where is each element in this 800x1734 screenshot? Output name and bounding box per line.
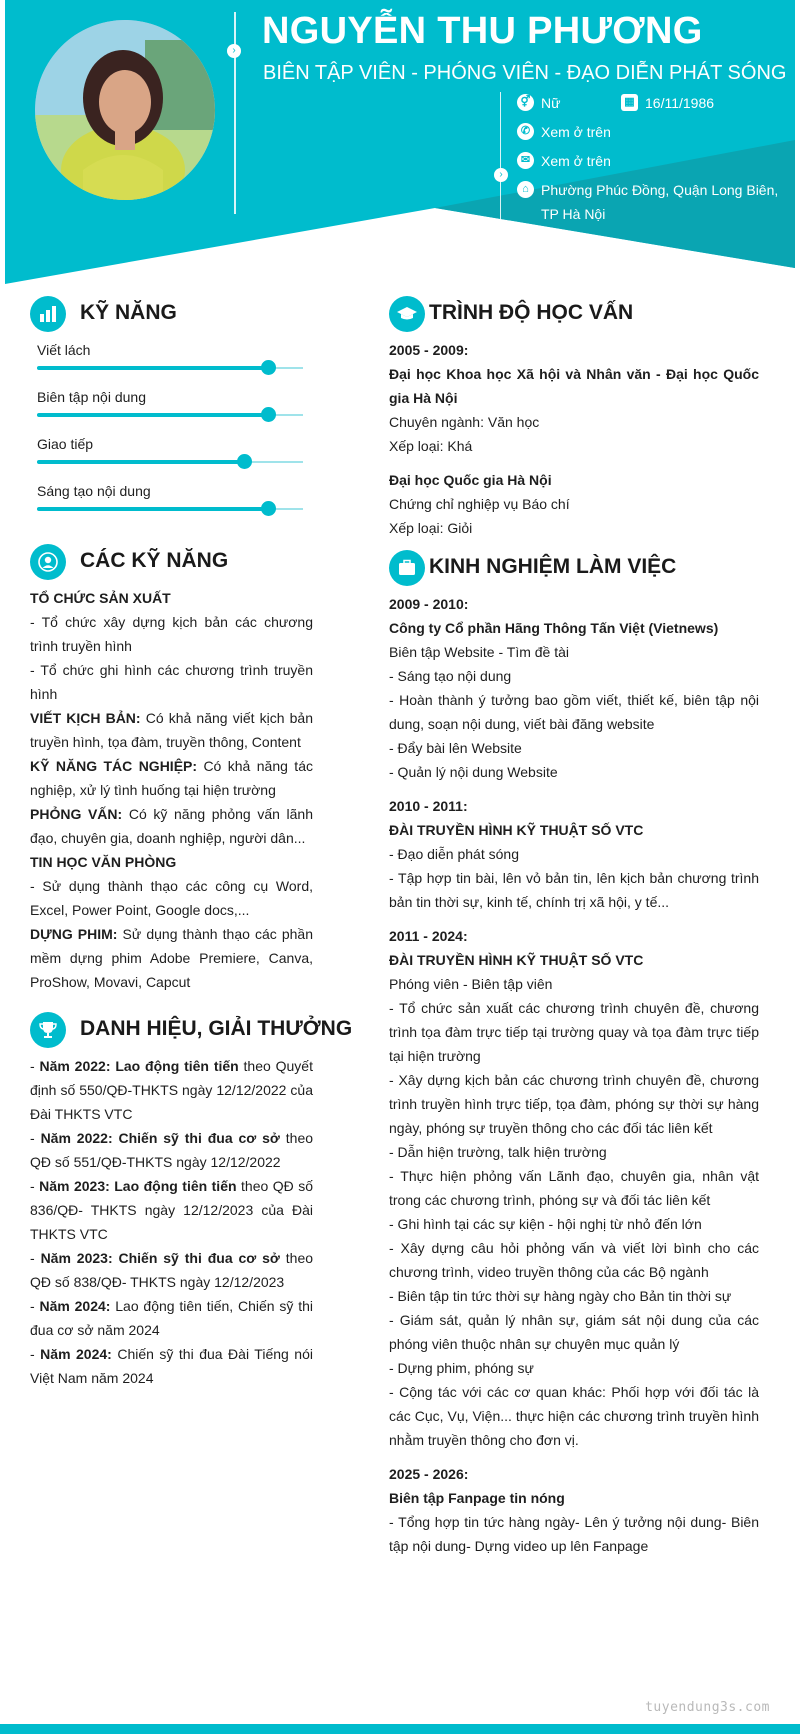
- gender-row: [517, 91, 617, 115]
- job-company: ĐÀI TRUYỀN HÌNH KỸ THUẬT SỐ VTC: [389, 952, 644, 968]
- home-icon: ⌂: [517, 181, 534, 198]
- education-entry: [389, 338, 759, 458]
- skill-heading: TIN HỌC VĂN PHÒNG: [30, 854, 177, 870]
- award-dash: -: [30, 1250, 41, 1266]
- skill-level-bar: [37, 508, 303, 510]
- job-detail: - Tổ chức sản xuất các chương trình chuyên đề, chương trình tọa đàm trực tiếp tại trường quay và tọa đàm trực tiếp tại hiện trường: [389, 1000, 759, 1064]
- education-school: Đại học Khoa học Xã hội và Nhân văn - Đại học Quốc gia Hà Nội: [389, 366, 759, 406]
- award-dash: -: [30, 1130, 41, 1146]
- skills-list: [30, 338, 313, 526]
- job-company: Công ty Cổ phần Hãng Thông Tấn Việt (Vietnews): [389, 620, 719, 636]
- skill-heading: KỸ NĂNG TÁC NGHIỆP:: [30, 758, 198, 774]
- user-icon: [30, 544, 66, 580]
- job-period: 2010 - 2011:: [389, 798, 468, 814]
- award-item: [30, 1294, 313, 1342]
- phone-value: Xem ở trên: [541, 124, 611, 140]
- job-detail: - Tổng hợp tin tức hàng ngày- Lên ý tưởng nội dung- Biên tập nội dung- Dựng video up lên Fanpage: [389, 1514, 759, 1554]
- award-title: Năm 2024:: [39, 1298, 111, 1314]
- email-icon: ✉: [517, 152, 534, 169]
- skill-text: Sử dụng thành thạo các phần mềm dựng phim Adobe Premiere, Canva, ProShow, Movavi, Capcut: [30, 926, 313, 990]
- skills-title: KỸ NĂNG: [80, 301, 177, 324]
- skills-header: [30, 296, 313, 334]
- award-detail: Chiến sỹ thi đua Đài Tiếng nói Việt Nam năm 2024: [30, 1346, 313, 1386]
- job-entry: [389, 592, 759, 784]
- graduation-cap-icon: [389, 296, 425, 332]
- education-detail: Chứng chỉ nghiệp vụ Báo chí: [389, 496, 570, 512]
- email-value: Xem ở trên: [541, 153, 611, 169]
- job-detail: - Đẩy bài lên Website: [389, 740, 522, 756]
- job-title: BIÊN TẬP VIÊN - PHÓNG VIÊN - ĐẠO DIỄN PHÁT SÓNG: [263, 62, 787, 84]
- award-title: Năm 2023: Chiến sỹ thi đua cơ sở: [40, 1250, 280, 1266]
- header-divider: [234, 12, 236, 214]
- awards-title: DANH HIỆU, GIẢI THƯỞNG: [80, 1017, 353, 1040]
- award-detail: theo QĐ số 551/QĐ-THKTS ngày 12/12/2022: [30, 1130, 314, 1170]
- award-item: [30, 1054, 313, 1126]
- job-detail: - Đạo diễn phát sóng: [389, 846, 519, 862]
- phone-row: [517, 120, 717, 144]
- chevron-right-icon: ›: [494, 168, 508, 182]
- calendar-icon: ▦: [621, 94, 638, 111]
- skill-level-fill: [37, 366, 268, 370]
- skill-text: - Tổ chức ghi hình các chương trình truyền hình: [30, 662, 313, 702]
- award-dash: -: [30, 1178, 40, 1194]
- education-school: Đại học Quốc gia Hà Nội: [389, 472, 552, 488]
- candidate-name: NGUYỄN THU PHƯƠNG: [262, 10, 703, 52]
- award-title: Năm 2023: Lao động tiên tiến: [39, 1178, 237, 1194]
- skill-level-bar: [37, 461, 303, 463]
- skill-heading: DỰNG PHIM:: [30, 926, 118, 942]
- job-period: 2009 - 2010:: [389, 596, 469, 612]
- education-detail: Xếp loại: Giỏi: [389, 520, 473, 536]
- footer-bar: [0, 1724, 800, 1734]
- award-detail: theo Quyết định số 550/QĐ-THKTS ngày 12/12/2022 của Đài THKTS VTC: [30, 1058, 313, 1122]
- award-detail: theo QĐ số 838/QĐ- THKTS ngày 12/12/2023: [30, 1250, 314, 1290]
- skill-heading: PHỎNG VẤN:: [30, 806, 123, 822]
- skill-text: Có khả năng viết kịch bản truyền hình, tọa đàm, truyền thông, Content: [30, 710, 313, 750]
- address-value: Phường Phúc Đồng, Quận Long Biên, TP Hà Nội: [541, 182, 779, 222]
- chevron-right-icon: ›: [227, 44, 241, 58]
- job-detail: - Dẫn hiện trường, talk hiện trường: [389, 1144, 607, 1160]
- skill-level-knob: [261, 360, 276, 375]
- award-dash: -: [30, 1298, 40, 1314]
- education-title: TRÌNH ĐỘ HỌC VẤN: [429, 301, 634, 324]
- skill-level-knob: [261, 407, 276, 422]
- phone-icon: ✆: [517, 123, 534, 140]
- job-entry: [389, 1462, 759, 1558]
- award-detail: theo QĐ số 836/QĐ- THKTS ngày 12/12/2023 của Đài THKTS VTC: [30, 1178, 314, 1242]
- job-detail: - Hoàn thành ý tưởng bao gồm viết, thiết kế, biên tập nội dung, soạn nội dung, viết bài đăng website: [389, 692, 759, 732]
- job-detail: - Ghi hình tại các sự kiện - hội nghị từ nhỏ đến lớn: [389, 1216, 702, 1232]
- job-detail: Phóng viên - Biên tập viên: [389, 976, 553, 992]
- job-company: Biên tập Fanpage tin nóng: [389, 1490, 565, 1506]
- job-detail: - Giám sát, quản lý nhân sự, giám sát nội dung của các phóng viên thuộc nhân sự chuyên mục quản lý: [389, 1312, 759, 1352]
- experience-list: [389, 592, 759, 1558]
- job-period: 2011 - 2024:: [389, 928, 468, 944]
- skill-name: Biên tập nội dung: [37, 389, 146, 405]
- job-detail: - Tập hợp tin bài, lên vỏ bản tin, lên kịch bản chương trình bản tin thời sự, kinh tế, chính trị xã hội, y tế...: [389, 870, 759, 910]
- skill-name: Sáng tạo nội dung: [37, 483, 151, 499]
- awards-header: [30, 1012, 353, 1050]
- award-dash: -: [30, 1346, 41, 1362]
- job-detail: - Dựng phim, phóng sự: [389, 1360, 534, 1376]
- job-entry: [389, 794, 759, 914]
- briefcase-icon: [389, 550, 425, 586]
- award-item: [30, 1174, 313, 1246]
- job-detail: - Xây dựng câu hỏi phỏng vấn và viết lời bình cho các chương trình, video truyền thông của các Bộ ngành: [389, 1240, 759, 1280]
- gender-value: Nữ: [541, 95, 561, 111]
- education-period: 2005 - 2009:: [389, 342, 469, 358]
- education-header: [389, 296, 759, 334]
- skill-name: Viết lách: [37, 342, 91, 358]
- contact-divider: [500, 92, 501, 228]
- job-entry: [389, 924, 759, 1452]
- experience-header: [389, 550, 759, 588]
- skill-level-fill: [37, 460, 244, 464]
- award-item: [30, 1342, 313, 1390]
- skill-text: - Sử dụng thành thạo các công cụ Word, Excel, Power Point, Google docs,...: [30, 878, 313, 918]
- job-detail: - Biên tập tin tức thời sự hàng ngày cho Bản tin thời sự: [389, 1288, 732, 1304]
- skill-level-bar: [37, 414, 303, 416]
- address-row: [517, 178, 777, 226]
- award-title: Năm 2022: Chiến sỹ thi đua cơ sở: [40, 1130, 280, 1146]
- skill-level-fill: [37, 413, 268, 417]
- award-item: [30, 1246, 313, 1294]
- skill-row: [30, 338, 313, 385]
- job-period: 2025 - 2026:: [389, 1466, 469, 1482]
- skill-text: - Tổ chức xây dựng kịch bản các chương trình truyền hình: [30, 614, 313, 654]
- skill-row: [30, 479, 313, 526]
- skill-row: [30, 385, 313, 432]
- skill-paragraph: [30, 706, 313, 754]
- left-column: [30, 296, 353, 1390]
- skill-name: Giao tiếp: [37, 436, 94, 452]
- skill-paragraph: [30, 754, 313, 802]
- job-detail: - Cộng tác với các cơ quan khác: Phối hợp với đối tác là các Cục, Vụ, Viện... thực hiện các chương trình truyền hình nhằm truyền thông cho đơn vị.: [389, 1384, 759, 1448]
- education-detail: Xếp loại: Khá: [389, 438, 473, 454]
- award-title: Năm 2022: Lao động tiên tiến: [39, 1058, 239, 1074]
- watermark: tuyendung3s.com: [645, 1700, 770, 1715]
- other-skills-body: [30, 586, 313, 994]
- skill-text: Có kỹ năng phỏng vấn lãnh đạo, chuyên gia, doanh nghiệp, người dân...: [30, 806, 314, 846]
- profile-photo: [35, 20, 215, 200]
- award-item: [30, 1126, 313, 1174]
- other-skills-header: [30, 544, 313, 582]
- job-detail: - Quản lý nội dung Website: [389, 764, 558, 780]
- skill-level-fill: [37, 507, 268, 511]
- job-detail: Biên tập Website - Tìm đề tài: [389, 644, 570, 660]
- job-detail: - Sáng tạo nội dung: [389, 668, 512, 684]
- skill-row: [30, 432, 313, 479]
- award-detail: Lao động tiên tiến, Chiến sỹ thi đua cơ sở năm 2024: [30, 1298, 313, 1338]
- trophy-icon: [30, 1012, 66, 1048]
- skill-heading: TỔ CHỨC SẢN XUẤT: [30, 590, 171, 606]
- award-dash: -: [30, 1058, 40, 1074]
- education-entry: [389, 468, 759, 540]
- right-column: [389, 296, 759, 1558]
- awards-list: [30, 1054, 313, 1390]
- skill-heading: VIẾT KỊCH BẢN:: [30, 710, 141, 726]
- skill-text: Có khả năng tác nghiệp, xử lý tình huống tại hiện trường: [30, 758, 313, 798]
- skill-level-bar: [37, 367, 303, 369]
- email-row: [517, 149, 717, 173]
- skill-paragraph: [30, 802, 313, 850]
- other-skills-title: CÁC KỸ NĂNG: [80, 549, 229, 572]
- skill-level-knob: [237, 454, 252, 469]
- skill-paragraph: [30, 922, 313, 994]
- birthday-row: [621, 91, 761, 115]
- award-title: Năm 2024:: [40, 1346, 112, 1362]
- birthday-value: 16/11/1986: [645, 95, 715, 111]
- job-company: ĐÀI TRUYỀN HÌNH KỸ THUẬT SỐ VTC: [389, 822, 644, 838]
- experience-title: KINH NGHIỆM LÀM VIỆC: [429, 555, 677, 578]
- bar-chart-icon: [30, 296, 66, 332]
- skill-level-knob: [261, 501, 276, 516]
- gender-icon: ⚥: [517, 94, 534, 111]
- education-detail: Chuyên ngành: Văn học: [389, 414, 540, 430]
- job-detail: - Xây dựng kịch bản các chương trình chuyên đề, chương trình truyền hình trực tiếp, tọa đàm, phóng sự thời sự hàng ngày, phóng sự truyền thông cho các đối tác liên kết: [389, 1072, 759, 1136]
- job-detail: - Thực hiện phỏng vấn Lãnh đạo, chuyên gia, nhân vật trong các chương trình, phóng sự và đối tác liên kết: [389, 1168, 759, 1208]
